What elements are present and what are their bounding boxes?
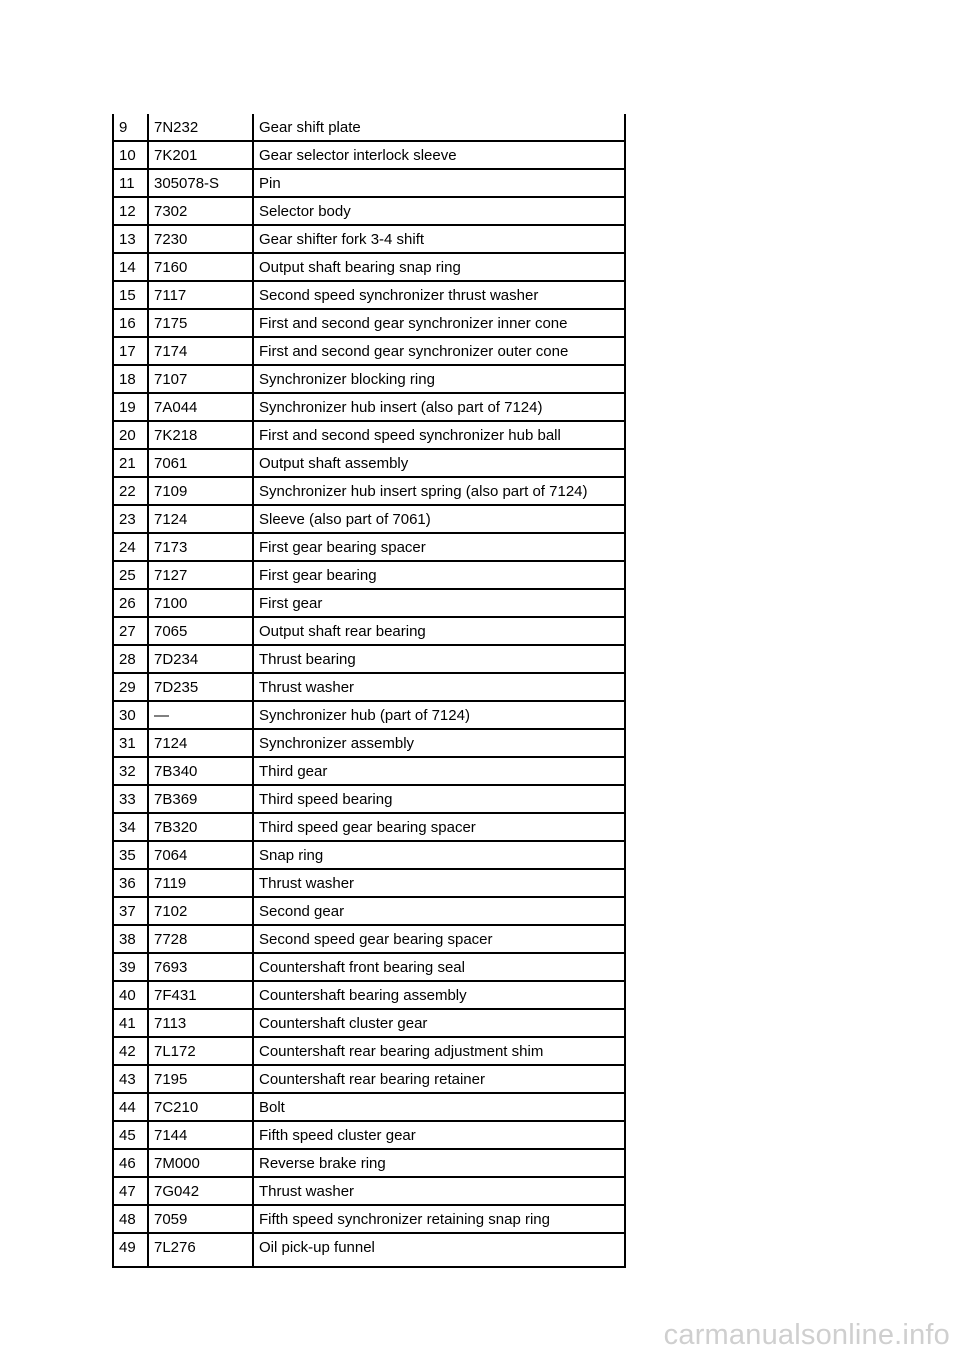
part-number-cell: 7195 <box>148 1065 253 1093</box>
table-row <box>113 477 625 505</box>
table-row <box>113 1065 625 1093</box>
item-number-cell: 39 <box>113 953 148 981</box>
part-number-cell: 7100 <box>148 589 253 617</box>
table-row <box>113 141 625 169</box>
table-row <box>113 729 625 757</box>
part-number-cell: 7113 <box>148 1009 253 1037</box>
description-cell: Synchronizer assembly <box>253 729 625 757</box>
part-number-cell: 7173 <box>148 533 253 561</box>
part-number-cell: 7160 <box>148 253 253 281</box>
table-row <box>113 897 625 925</box>
part-number-cell: 7G042 <box>148 1177 253 1205</box>
item-number-cell: 49 <box>113 1233 148 1267</box>
description-cell: Fifth speed synchronizer retaining snap ring <box>253 1205 625 1233</box>
item-number-cell: 9 <box>113 114 148 141</box>
table-row <box>113 589 625 617</box>
item-number-cell: 28 <box>113 645 148 673</box>
part-number-cell: 7119 <box>148 869 253 897</box>
part-number-cell: 7107 <box>148 365 253 393</box>
table-row <box>113 449 625 477</box>
table-row <box>113 701 625 729</box>
part-number-cell: 7D234 <box>148 645 253 673</box>
item-number-cell: 20 <box>113 421 148 449</box>
table-row <box>113 253 625 281</box>
table-row <box>113 309 625 337</box>
item-number-cell: 26 <box>113 589 148 617</box>
description-cell: Pin <box>253 169 625 197</box>
description-cell: Second speed gear bearing spacer <box>253 925 625 953</box>
parts-table-body <box>113 114 625 1267</box>
description-cell: Oil pick-up funnel <box>253 1233 625 1267</box>
part-number-cell: 7693 <box>148 953 253 981</box>
description-cell: First and second gear synchronizer outer cone <box>253 337 625 365</box>
table-row <box>113 1149 625 1177</box>
part-number-cell: 7059 <box>148 1205 253 1233</box>
table-row <box>113 925 625 953</box>
table-row <box>113 953 625 981</box>
table-row <box>113 421 625 449</box>
table-row <box>113 841 625 869</box>
description-cell: Reverse brake ring <box>253 1149 625 1177</box>
item-number-cell: 30 <box>113 701 148 729</box>
part-number-cell: 7175 <box>148 309 253 337</box>
item-number-cell: 27 <box>113 617 148 645</box>
part-number-cell: 7064 <box>148 841 253 869</box>
item-number-cell: 15 <box>113 281 148 309</box>
item-number-cell: 11 <box>113 169 148 197</box>
item-number-cell: 40 <box>113 981 148 1009</box>
table-row <box>113 757 625 785</box>
part-number-cell: 7D235 <box>148 673 253 701</box>
part-number-cell: 7728 <box>148 925 253 953</box>
item-number-cell: 38 <box>113 925 148 953</box>
description-cell: Thrust bearing <box>253 645 625 673</box>
description-cell: Second speed synchronizer thrust washer <box>253 281 625 309</box>
description-cell: Output shaft assembly <box>253 449 625 477</box>
description-cell: First gear <box>253 589 625 617</box>
description-cell: Countershaft rear bearing adjustment shim <box>253 1037 625 1065</box>
item-number-cell: 47 <box>113 1177 148 1205</box>
description-cell: Sleeve (also part of 7061) <box>253 505 625 533</box>
part-number-cell: 7230 <box>148 225 253 253</box>
part-number-cell: 7C210 <box>148 1093 253 1121</box>
part-number-cell: 7124 <box>148 505 253 533</box>
part-number-cell: 7B320 <box>148 813 253 841</box>
table-row <box>113 197 625 225</box>
item-number-cell: 16 <box>113 309 148 337</box>
item-number-cell: 18 <box>113 365 148 393</box>
part-number-cell: 7061 <box>148 449 253 477</box>
table-row <box>113 617 625 645</box>
part-number-cell: 305078-S <box>148 169 253 197</box>
table-row <box>113 1037 625 1065</box>
description-cell: Fifth speed cluster gear <box>253 1121 625 1149</box>
table-row <box>113 169 625 197</box>
item-number-cell: 17 <box>113 337 148 365</box>
part-number-cell: 7L172 <box>148 1037 253 1065</box>
item-number-cell: 24 <box>113 533 148 561</box>
item-number-cell: 21 <box>113 449 148 477</box>
description-cell: Gear selector interlock sleeve <box>253 141 625 169</box>
description-cell: First gear bearing spacer <box>253 533 625 561</box>
description-cell: Third speed gear bearing spacer <box>253 813 625 841</box>
watermark: carmanualsonline.info <box>663 1319 950 1351</box>
part-number-cell: 7127 <box>148 561 253 589</box>
description-cell: Third speed bearing <box>253 785 625 813</box>
table-row <box>113 505 625 533</box>
description-cell: First and second gear synchronizer inner cone <box>253 309 625 337</box>
table-row <box>113 1009 625 1037</box>
part-number-cell: 7102 <box>148 897 253 925</box>
table-row <box>113 561 625 589</box>
part-number-cell: — <box>148 701 253 729</box>
description-cell: Thrust washer <box>253 673 625 701</box>
description-cell: Second gear <box>253 897 625 925</box>
description-cell: Gear shifter fork 3-4 shift <box>253 225 625 253</box>
part-number-cell: 7B369 <box>148 785 253 813</box>
description-cell: Synchronizer hub (part of 7124) <box>253 701 625 729</box>
table-row <box>113 1093 625 1121</box>
description-cell: Selector body <box>253 197 625 225</box>
table-row <box>113 114 625 141</box>
description-cell: Countershaft bearing assembly <box>253 981 625 1009</box>
description-cell: Third gear <box>253 757 625 785</box>
part-number-cell: 7174 <box>148 337 253 365</box>
item-number-cell: 32 <box>113 757 148 785</box>
description-cell: Synchronizer blocking ring <box>253 365 625 393</box>
item-number-cell: 41 <box>113 1009 148 1037</box>
item-number-cell: 44 <box>113 1093 148 1121</box>
description-cell: Snap ring <box>253 841 625 869</box>
description-cell: Bolt <box>253 1093 625 1121</box>
description-cell: Thrust washer <box>253 1177 625 1205</box>
table-row <box>113 393 625 421</box>
table-row <box>113 813 625 841</box>
description-cell: Gear shift plate <box>253 114 625 141</box>
description-cell: Countershaft cluster gear <box>253 1009 625 1037</box>
table-row <box>113 225 625 253</box>
part-number-cell: 7B340 <box>148 757 253 785</box>
table-row <box>113 365 625 393</box>
part-number-cell: 7302 <box>148 197 253 225</box>
table-row <box>113 533 625 561</box>
item-number-cell: 13 <box>113 225 148 253</box>
part-number-cell: 7K218 <box>148 421 253 449</box>
table-row <box>113 1233 625 1267</box>
part-number-cell: 7N232 <box>148 114 253 141</box>
table-row <box>113 785 625 813</box>
table-row <box>113 1205 625 1233</box>
description-cell: First and second speed synchronizer hub ball <box>253 421 625 449</box>
item-number-cell: 37 <box>113 897 148 925</box>
description-cell: Thrust washer <box>253 869 625 897</box>
item-number-cell: 34 <box>113 813 148 841</box>
item-number-cell: 23 <box>113 505 148 533</box>
part-number-cell: 7144 <box>148 1121 253 1149</box>
table-row <box>113 869 625 897</box>
item-number-cell: 10 <box>113 141 148 169</box>
table-row <box>113 1177 625 1205</box>
item-number-cell: 42 <box>113 1037 148 1065</box>
item-number-cell: 25 <box>113 561 148 589</box>
item-number-cell: 48 <box>113 1205 148 1233</box>
item-number-cell: 12 <box>113 197 148 225</box>
item-number-cell: 43 <box>113 1065 148 1093</box>
part-number-cell: 7117 <box>148 281 253 309</box>
part-number-cell: 7L276 <box>148 1233 253 1267</box>
part-number-cell: 7A044 <box>148 393 253 421</box>
part-number-cell: 7065 <box>148 617 253 645</box>
part-number-cell: 7K201 <box>148 141 253 169</box>
description-cell: Countershaft front bearing seal <box>253 953 625 981</box>
description-cell: Synchronizer hub insert (also part of 7124) <box>253 393 625 421</box>
item-number-cell: 35 <box>113 841 148 869</box>
item-number-cell: 31 <box>113 729 148 757</box>
item-number-cell: 19 <box>113 393 148 421</box>
item-number-cell: 14 <box>113 253 148 281</box>
part-number-cell: 7M000 <box>148 1149 253 1177</box>
table-row <box>113 337 625 365</box>
parts-table <box>112 114 626 1268</box>
item-number-cell: 46 <box>113 1149 148 1177</box>
table-row <box>113 281 625 309</box>
description-cell: Countershaft rear bearing retainer <box>253 1065 625 1093</box>
description-cell: Output shaft bearing snap ring <box>253 253 625 281</box>
part-number-cell: 7F431 <box>148 981 253 1009</box>
part-number-cell: 7124 <box>148 729 253 757</box>
item-number-cell: 22 <box>113 477 148 505</box>
description-cell: Synchronizer hub insert spring (also part of 7124) <box>253 477 625 505</box>
part-number-cell: 7109 <box>148 477 253 505</box>
item-number-cell: 45 <box>113 1121 148 1149</box>
table-row <box>113 645 625 673</box>
table-row <box>113 981 625 1009</box>
description-cell: Output shaft rear bearing <box>253 617 625 645</box>
table-row <box>113 673 625 701</box>
description-cell: First gear bearing <box>253 561 625 589</box>
item-number-cell: 29 <box>113 673 148 701</box>
table-row <box>113 1121 625 1149</box>
item-number-cell: 33 <box>113 785 148 813</box>
item-number-cell: 36 <box>113 869 148 897</box>
